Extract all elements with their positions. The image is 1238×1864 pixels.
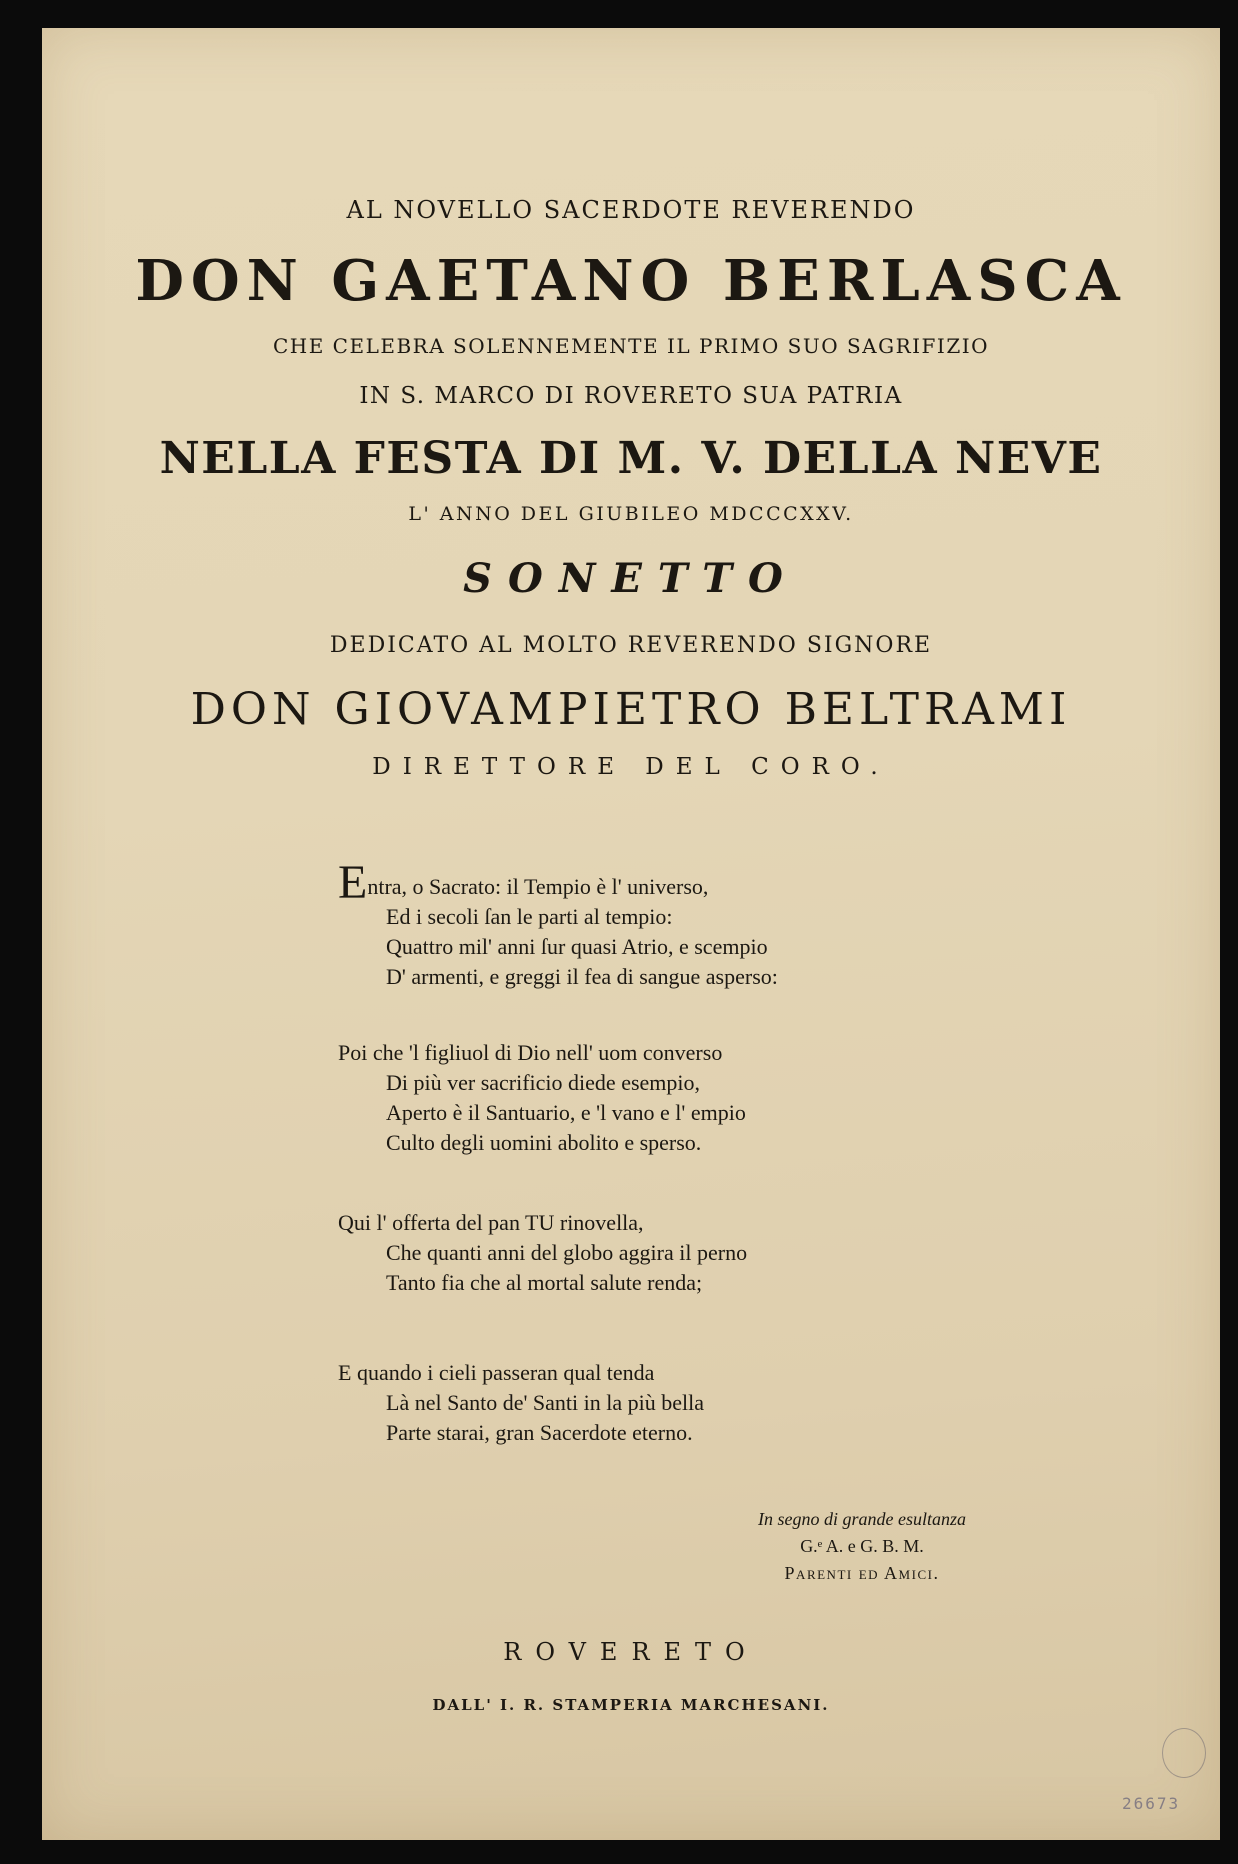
dedicated-line: DEDICATO AL MOLTO REVERENDO SIGNORE — [329, 633, 933, 658]
stanza-1 — [338, 856, 778, 992]
signature-motto: In segno di grande esultanza — [758, 1509, 966, 1529]
signature-authors: Parenti ed Amici. — [784, 1563, 940, 1583]
drop-cap: E — [338, 856, 368, 909]
dedicatee-name: DON GIOVAMPIETRO BELTRAMI — [190, 684, 1072, 735]
verse-line: Entra, o Sacrato: il Tempio è l' universo, — [338, 856, 709, 909]
year-line: L' ANNO DEL GIUBILEO MDCCCXXV. — [408, 503, 854, 525]
verse-line: Là nel Santo de' Santi in la più bella — [386, 1390, 705, 1415]
dedicatee-title: DIRETTORE DEL CORO. — [372, 754, 890, 780]
verse-line: Aperto è il Santuario, e 'l vano e l' empio — [386, 1100, 746, 1125]
sonnet-title: SONETTO — [463, 555, 799, 602]
verse-line: Parte starai, gran Sacerdote eterno. — [386, 1420, 693, 1445]
broadside-sheet — [42, 28, 1220, 1840]
imprint-printer: DALL' I. R. STAMPERIA MARCHESANI. — [432, 1696, 830, 1714]
verse-line: Ed i secoli ſan le parti al tempio: — [386, 904, 673, 929]
stanza-4 — [338, 1358, 704, 1448]
place-line: IN S. MARCO DI ROVERETO SUA PATRIA — [359, 383, 903, 409]
signature-initials: G.ᵉ A. e G. B. M. — [800, 1536, 924, 1556]
signature-block — [682, 1506, 1042, 1587]
verse-line: Che quanti anni del globo aggira il perno — [386, 1240, 748, 1265]
occasion-line: CHE CELEBRA SOLENNEMENTE IL PRIMO SUO SAGRIFIZIO — [272, 334, 990, 358]
verse-line: Culto degli uomini abolito e sperso. — [386, 1130, 702, 1155]
verse-line: Di più ver sacrificio diede esempio, — [386, 1070, 701, 1095]
priest-name: DON GAETANO BERLASCA — [135, 248, 1127, 314]
verse-line: Quattro mil' anni ſur quasi Atrio, e scempio — [386, 934, 768, 959]
library-stamp-icon — [1162, 1728, 1206, 1778]
verse-line: D' armenti, e greggi il fea di sangue asperso: — [386, 964, 778, 989]
verse-line: Qui l' offerta del pan TU rinovella, — [338, 1210, 644, 1235]
verse-line: Poi che 'l figliuol di Dio nell' uom converso — [338, 1040, 723, 1065]
imprint-city: ROVERETO — [503, 1638, 759, 1666]
stanza-3 — [338, 1208, 747, 1298]
shelfmark: 26673 — [1122, 1794, 1181, 1813]
feast-line: NELLA FESTA DI M. V. DELLA NEVE — [159, 433, 1103, 484]
dedication-line: AL NOVELLO SACERDOTE REVERENDO — [346, 196, 916, 224]
verse-line: Tanto fia che al mortal salute renda; — [386, 1270, 703, 1295]
verse-line: E quando i cieli passeran qual tenda — [338, 1360, 655, 1385]
stanza-2 — [338, 1038, 746, 1158]
